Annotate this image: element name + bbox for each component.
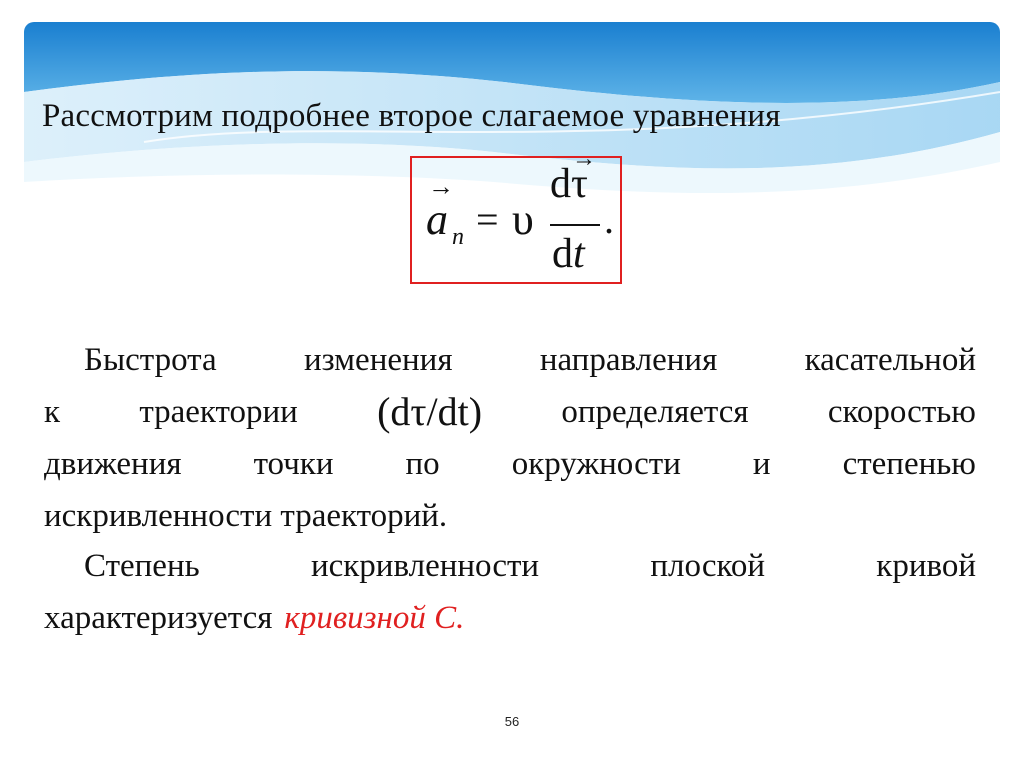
word: точки xyxy=(253,446,334,482)
paragraph-line xyxy=(44,490,976,542)
word: по xyxy=(405,446,440,482)
line-text: искривленности траекторий. xyxy=(44,498,448,534)
word: Степень xyxy=(84,548,200,584)
formula-box xyxy=(410,146,622,284)
word: кривой xyxy=(876,548,976,584)
paragraph-line xyxy=(44,592,976,644)
word: изменения xyxy=(303,342,453,378)
formula-lhs: a xyxy=(426,195,448,244)
paragraph-line xyxy=(44,386,976,438)
paragraph-1 xyxy=(44,334,976,542)
vector-arrow-icon: → xyxy=(572,146,596,172)
word: определяется xyxy=(561,394,749,430)
formula-velocity: υ xyxy=(512,195,534,244)
word: касательной xyxy=(804,342,976,378)
paragraph-line xyxy=(44,438,976,490)
vector-arrow-icon: → xyxy=(428,172,454,201)
word: степенью xyxy=(842,446,976,482)
word: Быстрота xyxy=(84,342,217,378)
slide-heading: Рассмотрим подробнее второе слагаемое уравнения xyxy=(42,98,781,134)
word: плоской xyxy=(650,548,765,584)
formula-period: . xyxy=(604,197,614,242)
word: скоростью xyxy=(827,394,976,430)
formula-denominator: dt xyxy=(552,231,585,277)
word: окружности xyxy=(511,446,681,482)
line-text: характеризуется xyxy=(44,600,273,636)
word: направления xyxy=(539,342,718,378)
word: к xyxy=(44,394,61,430)
fraction-bar xyxy=(550,224,600,226)
slide xyxy=(24,22,1000,744)
paragraph-line xyxy=(44,334,976,386)
formula-subscript: n xyxy=(452,224,464,250)
word: искривленности xyxy=(310,548,540,584)
paragraph-line xyxy=(44,540,976,592)
word: траектории xyxy=(139,394,298,430)
word: движения xyxy=(44,446,182,482)
word: и xyxy=(752,446,771,482)
formula-equals: = xyxy=(476,197,499,242)
highlighted-term: кривизной С. xyxy=(284,600,465,636)
paragraph-2 xyxy=(44,540,976,644)
inline-formula: (dτ/dt) xyxy=(377,389,483,434)
page-number: 56 xyxy=(504,714,520,729)
formula-numerator: dτ xyxy=(550,161,588,207)
